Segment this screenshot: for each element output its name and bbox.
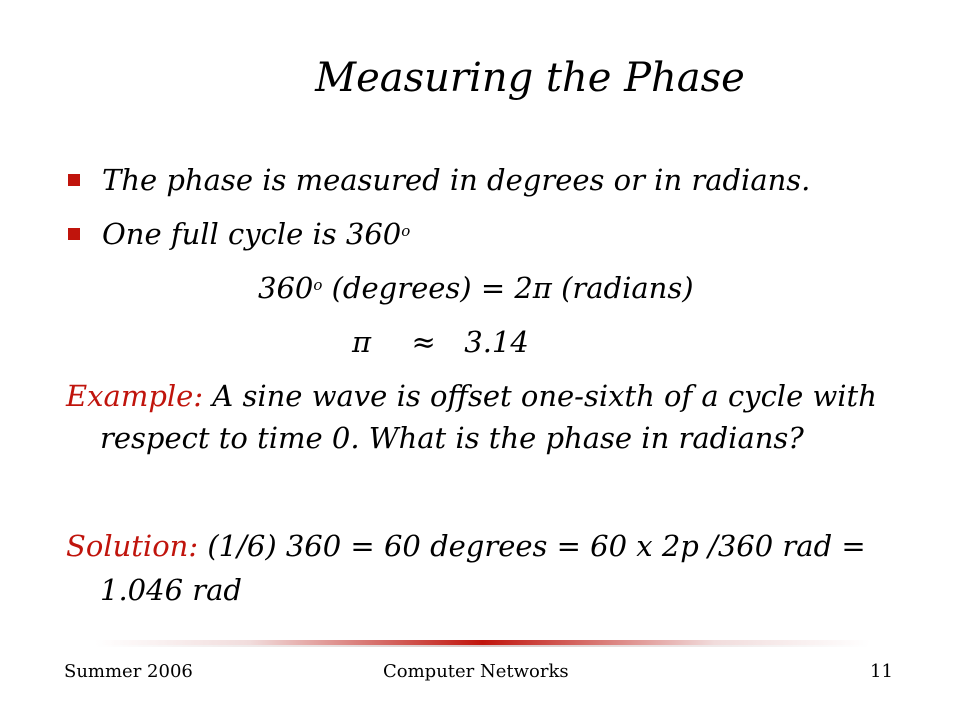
equation-pi-approx [352, 322, 529, 362]
pi-symbol: π [352, 325, 372, 359]
footer-page-number: 11 [870, 661, 893, 682]
solution-paragraph [66, 526, 866, 566]
solution-label: Solution: [66, 529, 199, 563]
approx-symbol: ≈ [411, 325, 436, 359]
equation-degree-superscript: o [313, 276, 323, 294]
equation-degrees-radians [258, 268, 694, 308]
equation-lhs-number: 360 [258, 271, 314, 305]
degree-superscript: o [401, 222, 411, 240]
footer-course-name: Computer Networks [383, 661, 569, 682]
slide-title: Measuring the Phase [315, 55, 745, 101]
footer-divider-shadow [95, 645, 870, 647]
equation-rhs-unit: (radians) [551, 271, 694, 305]
equation-pi-symbol: π [532, 271, 552, 305]
example-line-1: A sine wave is offset one-sixth of a cycle with [203, 379, 877, 413]
footer-date: Summer 2006 [64, 661, 193, 682]
solution-line-2: 1.046 rad [100, 573, 242, 607]
bullet-item-2 [102, 214, 410, 254]
equation-lhs-unit: (degrees) = 2 [322, 271, 533, 305]
example-paragraph [66, 376, 877, 416]
bullet-text-2: One full cycle is 360 [102, 217, 402, 251]
pi-value: 3.14 [464, 325, 529, 359]
bullet-marker-1 [68, 174, 80, 186]
solution-line-1: (1/6) 360 = 60 degrees = 60 x 2p /360 rad = [198, 529, 866, 563]
bullet-text-1: The phase is measured in degrees or in radians. [102, 163, 811, 197]
example-label: Example: [66, 379, 204, 413]
bullet-marker-2 [68, 228, 80, 240]
example-line-2: respect to time 0. What is the phase in radians? [100, 421, 804, 455]
